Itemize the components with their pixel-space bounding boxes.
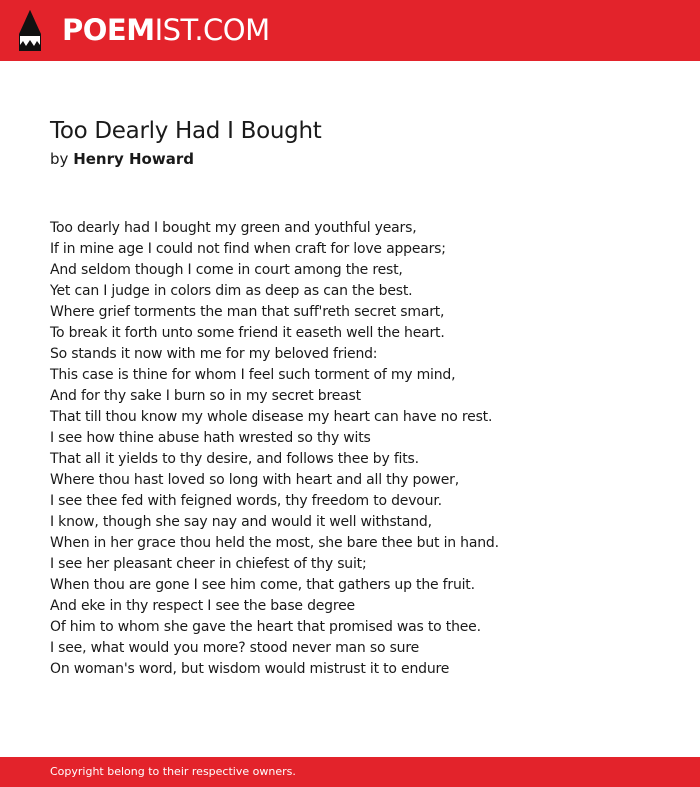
poem-title: Too Dearly Had I Bought [50, 118, 322, 144]
poem-line: Where grief torments the man that suff'reth secret smart, [50, 304, 445, 320]
author-name: Henry Howard [73, 150, 194, 168]
poem-line: So stands it now with me for my beloved friend: [50, 346, 378, 362]
poem-line: Where thou hast loved so long with heart and all thy power, [50, 472, 459, 488]
logo-text-bold: POEM [62, 13, 155, 47]
site-footer [0, 757, 700, 787]
logo-text-light: IST.COM [154, 13, 270, 47]
poem-line: Too dearly had I bought my green and youthful years, [50, 220, 417, 236]
poem-line: Yet can I judge in colors dim as deep as can the best. [50, 283, 413, 299]
poem-line: When in her grace thou held the most, she bare thee but in hand. [50, 535, 499, 551]
copyright-notice: Copyright belong to their respective owners. [50, 765, 296, 778]
poem-line: I see how thine abuse hath wrested so thy wits [50, 430, 371, 446]
poem-body [50, 218, 670, 680]
poem-line: That all it yields to thy desire, and follows thee by fits. [50, 451, 419, 467]
poem-line: I see thee fed with feigned words, thy freedom to devour. [50, 493, 442, 509]
poem-line: And seldom though I come in court among the rest, [50, 262, 403, 278]
poem-byline [50, 148, 194, 170]
poem-line: I see her pleasant cheer in chiefest of thy suit; [50, 556, 367, 572]
poem-line: To break it forth unto some friend it easeth well the heart. [50, 325, 445, 341]
poem-line: I see, what would you more? stood never man so sure [50, 640, 419, 656]
poem-line: Of him to whom she gave the heart that promised was to thee. [50, 619, 481, 635]
poem-line: And for thy sake I burn so in my secret breast [50, 388, 361, 404]
by-label: by [50, 150, 69, 168]
poem-line: That till thou know my whole disease my heart can have no rest. [50, 409, 493, 425]
poem-line: And eke in thy respect I see the base degree [50, 598, 355, 614]
site-header [0, 0, 700, 61]
pencil-icon[interactable] [19, 10, 41, 51]
poem-line: If in mine age I could not find when craft for love appears; [50, 241, 446, 257]
poem-line: When thou are gone I see him come, that gathers up the fruit. [50, 577, 475, 593]
site-logo[interactable] [62, 12, 270, 48]
poem-line: This case is thine for whom I feel such torment of my mind, [50, 367, 456, 383]
poem-line: On woman's word, but wisdom would mistrust it to endure [50, 661, 450, 677]
poem-line: I know, though she say nay and would it well withstand, [50, 514, 432, 530]
